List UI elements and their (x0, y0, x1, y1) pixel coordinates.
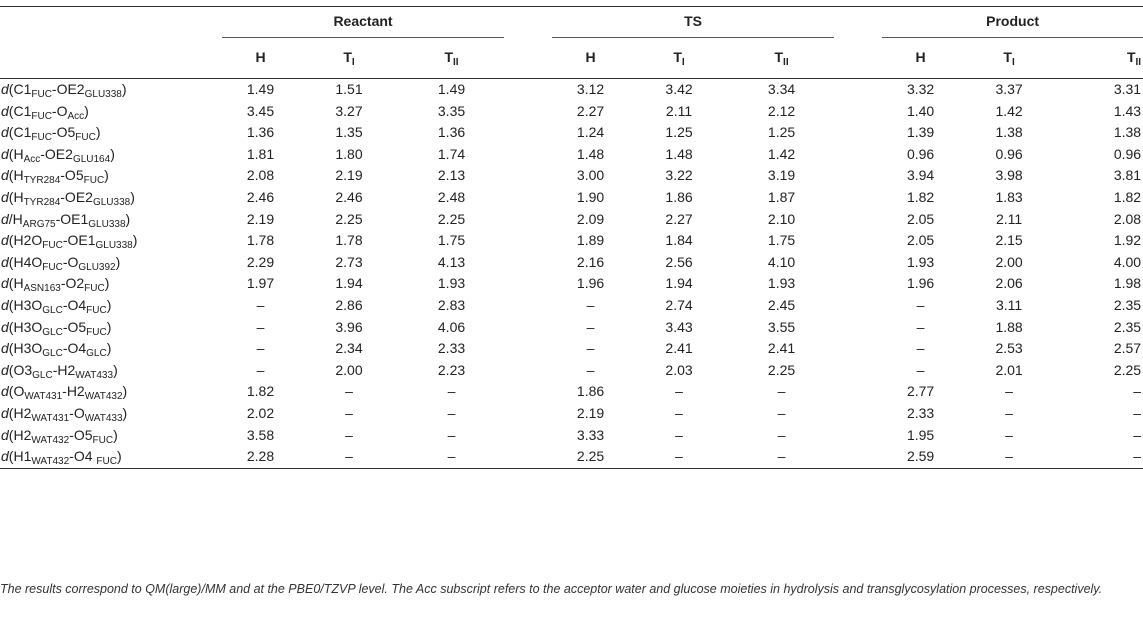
sub-header-tii: $T_{II}$ (444, 49, 459, 69)
table-cell: – (959, 446, 1059, 468)
table-row (0, 187, 1143, 209)
table-cell: 2.27 (576, 102, 605, 119)
table-cell: 3.94 (906, 167, 935, 184)
table-cell: 1.92 (1113, 232, 1142, 249)
table-cell: 2.09 (576, 210, 605, 227)
row-label: $d(H3O_{GLC}-O4_{FUC})$ (1, 296, 112, 316)
table-cell: 2.53 (995, 340, 1023, 357)
sub-header-h: H (255, 49, 266, 66)
table-row (0, 144, 1143, 166)
table-cell: – (256, 361, 265, 378)
table-cell: 2.15 (995, 232, 1023, 249)
table-cell: – (777, 404, 786, 421)
table-cell: 2.57 (1113, 340, 1142, 357)
table-cell: 2.25 (552, 446, 629, 468)
table-cell: 3.27 (335, 102, 363, 119)
table-cell: – (916, 340, 925, 357)
table-cell: 3.45 (246, 102, 275, 119)
table-cell: 1.81 (246, 145, 275, 162)
table-cell: 1.96 (906, 275, 935, 292)
table-cell: 1.25 (665, 124, 693, 141)
table-cell: 1.38 (1113, 124, 1142, 141)
table-cell: 0.96 (1113, 145, 1142, 162)
table-cell: 3.81 (1113, 167, 1142, 184)
row-label: $d(O3_{GLC}-H2_{WAT433})$ (1, 361, 118, 381)
table-cell: 1.98 (1113, 275, 1142, 292)
table-cell: 2.10 (767, 210, 796, 227)
table-cell: 4.00 (1113, 253, 1142, 270)
table-cell: 2.13 (437, 167, 466, 184)
table-cell: 2.06 (995, 275, 1023, 292)
table-cell: 1.93 (437, 275, 466, 292)
row-label: $d(H_{Acc}-OE2_{GLU164})$ (1, 145, 115, 165)
table-cell: 2.48 (437, 188, 466, 205)
table-cell: 2.05 (906, 210, 935, 227)
table-cell: 2.08 (246, 167, 275, 184)
table-row (0, 252, 1143, 274)
table-row (0, 338, 1143, 360)
sub-header-tii: $T_{II}$ (774, 49, 789, 69)
group-header-reactant: Reactant (222, 7, 504, 38)
table-cell: 2.25 (767, 361, 796, 378)
table-cell: 2.11 (665, 102, 693, 119)
table-cell: 3.37 (959, 79, 1059, 101)
sub-header-tii: $T_{II}$ (1126, 49, 1142, 69)
table-row (0, 101, 1143, 123)
table-cell: 2.12 (767, 102, 796, 119)
table-cell: 1.24 (576, 124, 605, 141)
table-cell: 3.31 (1059, 79, 1143, 101)
table-cell: – (447, 383, 456, 400)
table-row (0, 295, 1143, 317)
table-cell: – (256, 340, 265, 357)
table-cell: 2.73 (335, 253, 363, 270)
table-cell: 2.33 (906, 404, 935, 421)
table-cell: – (1133, 404, 1142, 421)
table-cell: 1.86 (576, 383, 605, 400)
table-cell: 1.36 (246, 124, 275, 141)
table-cell: 3.43 (665, 318, 693, 335)
sub-header-h: H (585, 49, 596, 66)
table-cell: 2.00 (995, 253, 1023, 270)
table-cell: 1.89 (576, 232, 605, 249)
table-cell: 3.00 (576, 167, 605, 184)
table-cell: 3.11 (995, 296, 1023, 313)
table-cell: – (675, 404, 683, 421)
table-cell: 1.51 (299, 79, 399, 101)
table-cell: 3.19 (767, 167, 796, 184)
row-label: $d/H_{ARG75}-OE1_{GLU338}$) (1, 210, 131, 230)
row-label: $d(C1_{FUC}-OE2_{GLU338})$ (0, 79, 222, 101)
table-cell: 1.42 (767, 145, 796, 162)
table-cell: 2.19 (246, 210, 275, 227)
table-cell: 1.39 (906, 124, 935, 141)
sub-header-ti: $T_I$ (1003, 49, 1015, 69)
table-cell: 1.90 (576, 188, 605, 205)
table-cell: 2.29 (246, 253, 275, 270)
table-cell: 2.27 (665, 210, 693, 227)
table-cell: 3.35 (437, 102, 466, 119)
table-cell: 2.35 (1113, 296, 1142, 313)
table-cell: – (586, 361, 595, 378)
table-cell: 2.02 (246, 404, 275, 421)
table-cell: 1.84 (665, 232, 693, 249)
table-cell: 1.36 (437, 124, 466, 141)
table-cell: – (299, 446, 399, 468)
table-cell: – (586, 296, 595, 313)
table-cell: 1.95 (906, 426, 935, 443)
table-cell: 2.45 (767, 296, 796, 313)
table-cell: – (447, 426, 456, 443)
table-row (0, 273, 1143, 295)
table-cell: 1.78 (246, 232, 275, 249)
table-cell: 1.86 (665, 188, 693, 205)
table-cell: 2.05 (906, 232, 935, 249)
table-cell: 3.42 (629, 79, 729, 101)
table-cell: 2.46 (335, 188, 363, 205)
table-cell: 1.88 (995, 318, 1023, 335)
table-cell: 1.48 (576, 145, 605, 162)
table-cell: 1.83 (995, 188, 1023, 205)
table-row (0, 425, 1143, 447)
row-label: $d(H2O_{FUC}-OE1_{GLU338})$ (1, 232, 138, 252)
table-cell: 2.74 (665, 296, 693, 313)
table-row (0, 165, 1143, 187)
table-cell: 2.83 (437, 296, 466, 313)
table-cell: – (447, 404, 456, 421)
table-cell: – (345, 404, 353, 421)
row-label: $d(H3O_{GLC}-O5_{FUC})$ (1, 318, 112, 338)
table-cell: 1.75 (437, 232, 466, 249)
distance-table (0, 6, 1143, 469)
group-header-ts: TS (552, 7, 834, 38)
table-cell: – (586, 340, 595, 357)
row-label: $d(C1_{FUC}-O5_{FUC})$ (1, 124, 101, 144)
table-cell: 3.22 (665, 167, 693, 184)
table-cell: 1.94 (665, 275, 693, 292)
table-row (0, 317, 1143, 339)
table-footnote: The results correspond to QM(large)/MM and at the PBE0/TZVP level. The Acc subscript refers to the acceptor water and glucose moieties in hydrolysis and transglycosylation processes, respectively. (0, 582, 1103, 596)
row-label: $d(C1_{FUC}-O_{Acc})$ (1, 102, 89, 122)
table-cell: – (345, 383, 353, 400)
table-cell: 1.94 (335, 275, 363, 292)
table-cell: 2.86 (335, 296, 363, 313)
table-cell: 2.41 (665, 340, 693, 357)
table-cell: – (777, 426, 786, 443)
table-cell: 2.35 (1113, 318, 1142, 335)
table-row (0, 446, 1143, 468)
table-cell: 1.82 (246, 383, 275, 400)
table-cell: 2.25 (335, 210, 363, 227)
table-cell: 2.28 (222, 446, 299, 468)
table-cell: – (675, 383, 683, 400)
row-label: $d(H2_{WAT431}-O_{WAT433})$ (1, 404, 128, 424)
table-cell: 0.96 (995, 145, 1023, 162)
row-label: $d(H2_{WAT432}-O5_{FUC})$ (1, 426, 118, 446)
sub-header-h: H (915, 49, 926, 66)
table-row (0, 403, 1143, 425)
table-cell: 1.49 (222, 79, 299, 101)
row-label: $d(H4O_{FUC}-O_{GLU392})$ (1, 253, 121, 273)
table-row (0, 381, 1143, 403)
table-cell: 2.16 (576, 253, 605, 270)
table-cell: – (1133, 383, 1142, 400)
row-label: $d(H_{ASN163}-O2_{FUC})$ (1, 275, 110, 295)
table-cell: 2.19 (576, 404, 605, 421)
table-cell: – (1005, 383, 1013, 400)
table-cell: 1.35 (335, 124, 363, 141)
table-cell: 2.77 (906, 383, 935, 400)
table-cell: 2.03 (665, 361, 693, 378)
table-cell: 3.98 (995, 167, 1023, 184)
table-cell: – (629, 446, 729, 468)
row-label: $d(H_{TYR284}-O5_{FUC})$ (1, 167, 109, 187)
table-cell: – (916, 361, 925, 378)
table-cell: 3.12 (552, 79, 629, 101)
table-cell: 1.93 (906, 253, 935, 270)
table-row (0, 230, 1143, 252)
table-body (0, 79, 1143, 469)
row-label: $d(H1_{WAT432}-O4$ $_{FUC}$) (0, 446, 222, 468)
table-cell: 2.25 (1113, 361, 1142, 378)
row-label: $d(H3O_{GLC}-O4_{GLC})$ (1, 340, 112, 360)
table-cell: – (399, 446, 504, 468)
table-cell: – (345, 426, 353, 443)
table-cell: 1.25 (767, 124, 796, 141)
sub-header-ti: $T_I$ (673, 49, 685, 69)
table-cell: 2.33 (437, 340, 466, 357)
sub-header-row (0, 38, 1143, 79)
table-cell: 3.34 (729, 79, 834, 101)
table-cell: 2.56 (665, 253, 693, 270)
table-cell: – (1005, 426, 1013, 443)
table-cell: 3.33 (576, 426, 605, 443)
table-row (0, 209, 1143, 231)
table-cell: – (729, 446, 834, 468)
table-row (0, 79, 1143, 101)
table-cell: 2.11 (995, 210, 1023, 227)
table-cell: – (586, 318, 595, 335)
table-cell: 3.58 (246, 426, 275, 443)
table-cell: – (777, 383, 786, 400)
table-cell: 1.74 (437, 145, 466, 162)
table-cell: 1.78 (335, 232, 363, 249)
table-cell: 1.42 (995, 102, 1023, 119)
table-cell: 2.23 (437, 361, 466, 378)
table-cell: 3.96 (335, 318, 363, 335)
sub-header-ti: $T_I$ (343, 49, 355, 69)
table-cell: 1.43 (1113, 102, 1142, 119)
table-cell: 2.34 (335, 340, 363, 357)
table-cell: 1.97 (246, 275, 275, 292)
table-cell: 1.48 (665, 145, 693, 162)
table-cell: 2.59 (882, 446, 959, 468)
table-cell: 1.75 (767, 232, 796, 249)
table-cell: 4.10 (767, 253, 796, 270)
table-cell: – (675, 426, 683, 443)
table-cell: 1.82 (1113, 188, 1142, 205)
table-cell: – (1005, 404, 1013, 421)
table-cell: 4.06 (437, 318, 466, 335)
row-label: $d(H_{TYR284}-OE2_{GLU338})$ (1, 188, 135, 208)
table-cell: 3.32 (882, 79, 959, 101)
table-cell: – (256, 318, 265, 335)
table-cell: 4.13 (437, 253, 466, 270)
table-cell: 1.49 (399, 79, 504, 101)
table-row (0, 122, 1143, 144)
table-cell: 2.08 (1113, 210, 1142, 227)
table-cell: – (916, 318, 925, 335)
table-cell: 2.01 (995, 361, 1023, 378)
table-cell: 2.19 (335, 167, 363, 184)
table-cell: 1.87 (767, 188, 796, 205)
table-cell: 1.82 (906, 188, 935, 205)
table-cell: 2.41 (767, 340, 796, 357)
row-label: $d(O_{WAT431}-H2_{WAT432})$ (1, 383, 128, 403)
table-cell: 1.80 (335, 145, 363, 162)
table-cell: 1.38 (995, 124, 1023, 141)
group-header-product: Product (882, 7, 1143, 38)
table-cell: – (1059, 446, 1143, 468)
table-cell: 2.25 (437, 210, 466, 227)
table-cell: 2.46 (246, 188, 275, 205)
table-cell: 1.93 (767, 275, 796, 292)
table-cell: – (1133, 426, 1142, 443)
table-cell: 1.96 (576, 275, 605, 292)
table-cell: 1.40 (906, 102, 935, 119)
table-cell: 2.00 (335, 361, 363, 378)
table-cell: 0.96 (906, 145, 935, 162)
table-cell: 3.55 (767, 318, 796, 335)
group-header-row (0, 7, 1143, 38)
table-row (0, 360, 1143, 382)
table-cell: – (916, 296, 925, 313)
table-cell: – (256, 296, 265, 313)
